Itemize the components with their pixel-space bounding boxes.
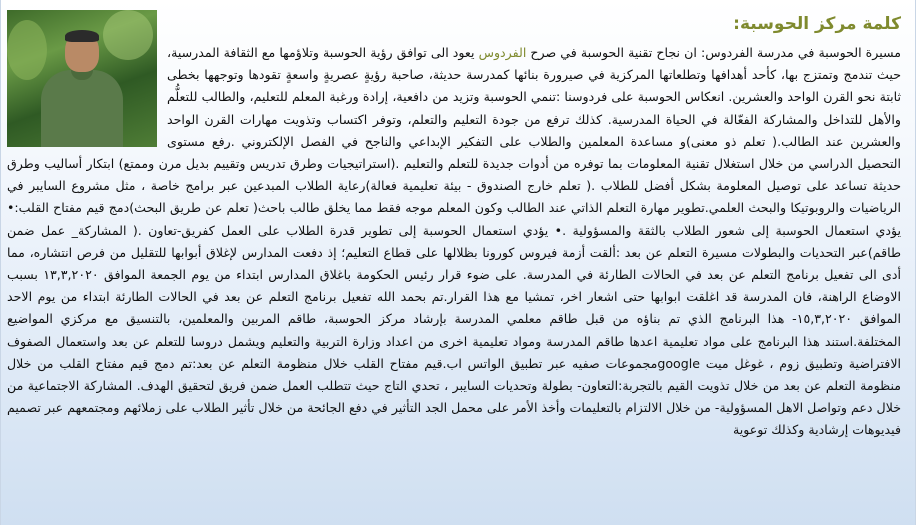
person-hair-shape <box>65 30 99 42</box>
paragraph-body: يعود الى توافق رؤية الحوسبة وتلاؤمها مع الثقافة المدرسية، حيث تندمج وتمتزج بها، كأحد أهدافها وتطلعاتها المركزية في صيرورة بنائها كمدرسة حديثة، صاحبة رؤيةٍ عصريةٍ واسعةٍ تقودها وتوجهها بخطى ثابتة نحو القرن الواحد والعشرين. انعكاس الحوسبة على فردوسنا :تنمي الحوسبة وتزيد من دافعية، إرادة ورغبة المعلم للتعليم، والطالب للتعلُّم والأهل للتداخل والمشاركة الفعّالة في الحياة المدرسية. كذلك ترفع من جودة التعليم والتعلم، وتوفر اكتساب وتذويت مهارات القرن الواحد والعشرين عند الطالب.( تعلم ذو معنى)و مساعدة المعلمين والطلاب على التفكير الإبداعي والناجح في الفصل الإلكتروني .رفع مستوى التحصيل الدراسي من خلال استغلال تقنية المعلومات بما توفره من أدوات جديدة للتعلم والتعليم .(استراتيجيات وطرق تدريس وتقييم بديل مرن وممتع) ابتكار أساليب وطرق حديثة تساعد على توصيل المعلومة بشكل أفضل للطلاب .( تعلم خارج الصندوق - بيئة تعليمية فعالة)رعاية الطلاب المبدعين عبر برامج خاصة ، مثل مشروع السايبر في الرياضيات والروبوتيكا والبحث العلمي.تطوير مهارة التعلم الذاتي عند الطالب وكون المعلم موجه فقط مما يخلق طالب باحث( تعلم عن طريق البحث)دمج قيم مفتاح القلب:• يؤدي استعمال الحوسبة إلى شعور الطلاب بالثقة والمسؤولية .• يؤدي استعمال الحوسبة إلى تطوير قدرة الطلاب على العمل كفريق-تعاون .( المشاركة_ عمل ضمن طاقم)عبر التحديات والبطولات مسيرة التعلم عن بعد :ألقت أزمة فيروس كورونا بظلالها على قطاع التعليم؛ إذ دفعت المدارس لإغلاق أبوابها للتقليل من فرص انتشاره، مما أدى الى تفعيل برنامج التعلم عن بعد في الحالات الطارئة في المدرسة. على ضوء قرار رئيس الحكومة باغلاق المدارس ابتداء من يوم الجمعة الموافق ١٣,٣,٢٠٢٠ بسبب الاوضاع الراهنة، فان المدرسة قد اغلقت ابوابها حتى اشعار اخر، تمشيا مع هذا القرار.تم بحمد الله تفعيل برنامج التعلم عن بعد في الحالات الطارئة ابتداء من يوم الاحد الموافق ١٥,٣,٢٠٢٠- هذا البرنامج الذي تم بناؤه من قبل طاقم معلمي المدرسة بإرشاد مركز الحوسبة، طاقم المربين والمعلمين، بالتنسيق مع مركزي المواضيع المختلفة.استند هذا البرنامج على مواد تعليمية اعدها طاقم المدرسة ومواد تعليمية اخرى من اعداد وزارة التربية والتعليم ويشمل دروسا للتعلم عن بعد واستعمال الصفوف الافتراضية وتطبيق زوم ، غوغل ميت googleمجموعات صفيه عبر تطبيق الواتس اب.قيم مفتاح القلب خلال منظومة التعلم عن بعد:تم دمج قيم مفتاح القلب من خلال منظومة التعلم عن بعد من خلال تذويت القيم بالتجربة:التعاون- بطولة وتحديات السايبر ، تحدي التاج حيث تتطلب العمل ضمن فريق لتحقيق الهدف. المشاركة الاجتماعية من خلال دعم وتواصل الاهل المسؤولية- من خلال الالتزام بالتعليمات وأخذ الأمر على محمل الجد التأثير في دفع الجائحة من خلال تأثير الطلاب على زملائهم ومجتمعهم عبر تصميم فيديوهات إرشادية وكذلك توعوية <box>7 45 902 438</box>
page-title: كلمة مركز الحوسبة: <box>733 14 901 34</box>
foliage-shape <box>7 20 47 80</box>
paragraph-lead: مسيرة الحوسبة في مدرسة الفردوس: ان نجاح تقنية الحوسبة في صرح <box>526 45 901 60</box>
profile-photo <box>7 10 157 147</box>
school-name-highlight: الفردوس <box>478 45 527 60</box>
person-body-shape <box>41 70 123 147</box>
foliage-shape <box>103 10 153 60</box>
